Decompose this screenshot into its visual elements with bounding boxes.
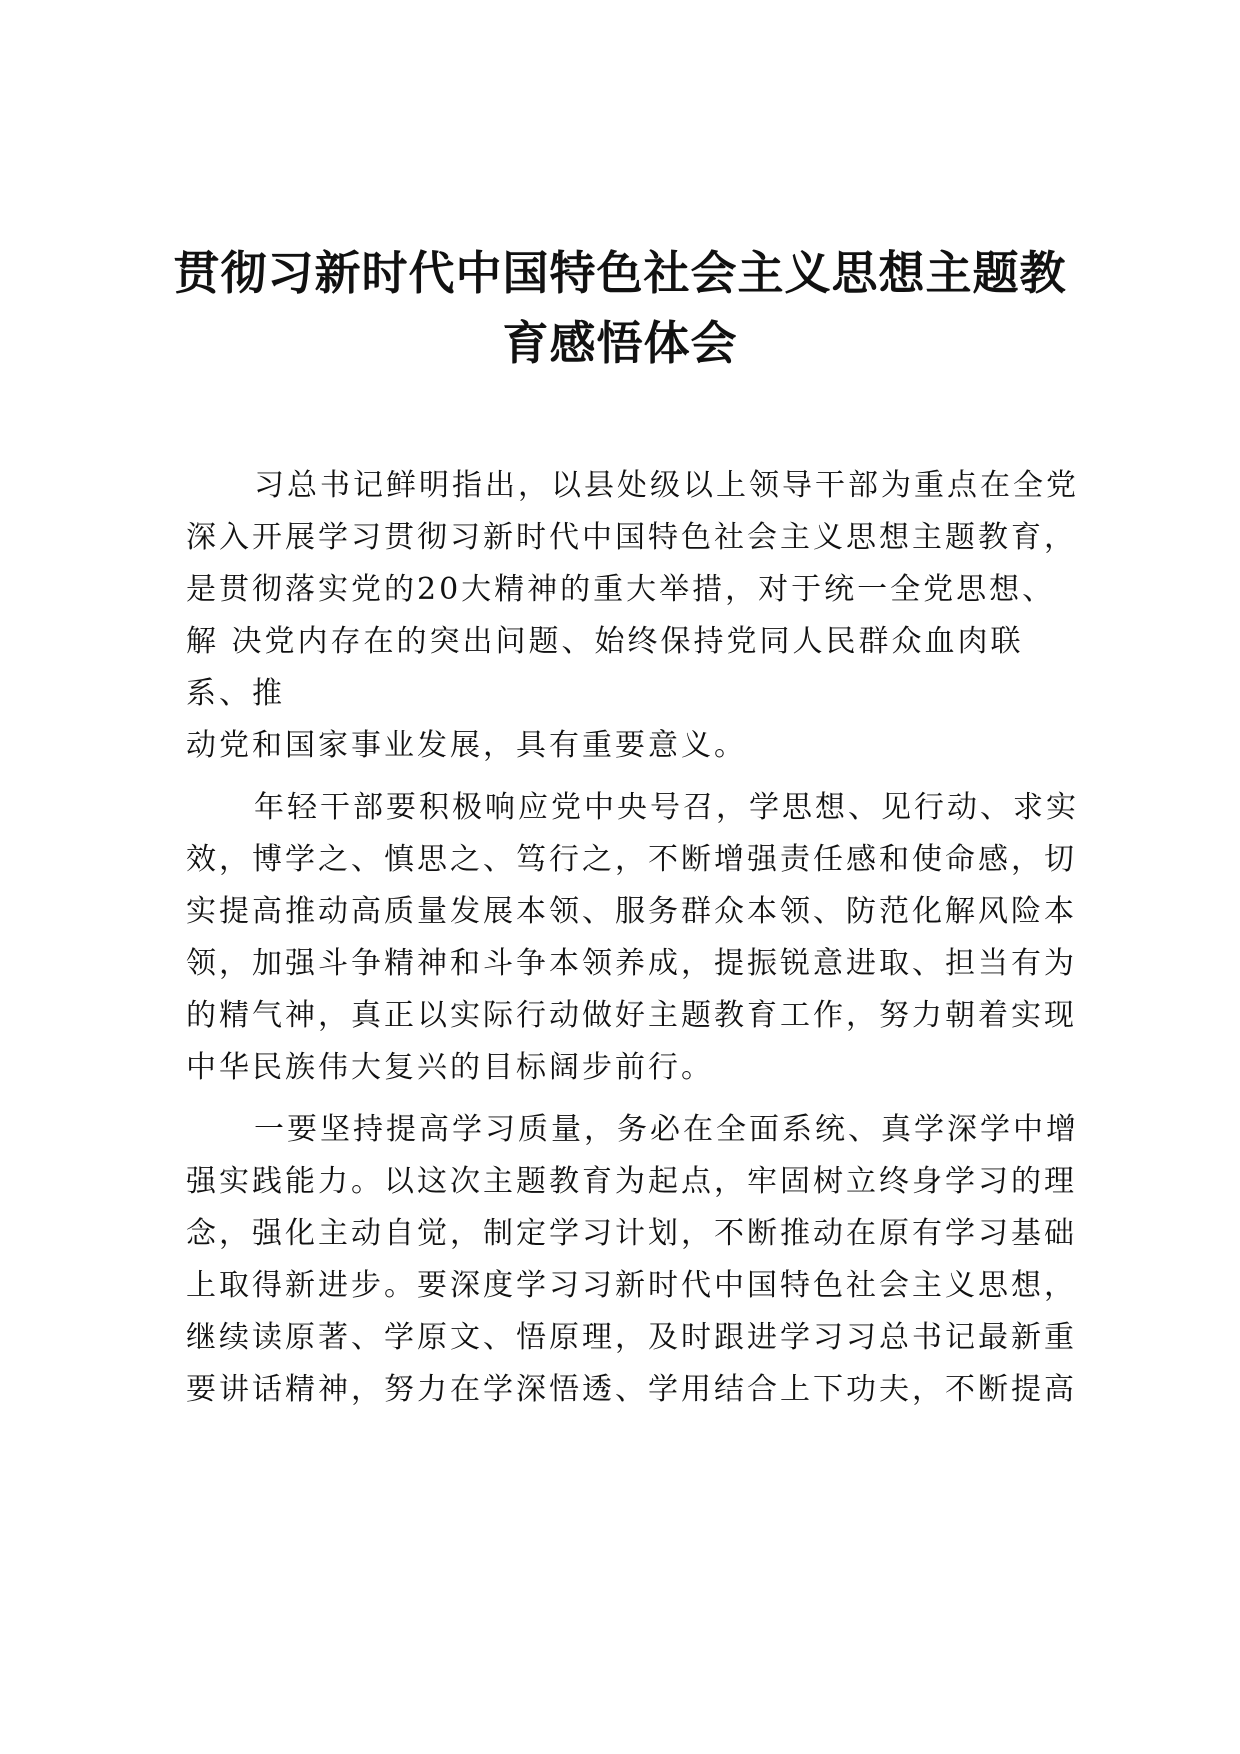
paragraph-line: 领，加强斗争精神和斗争本领养成，提振锐意进取、担当有为 [186,946,1077,981]
paragraph-line: 年轻干部要积极响应党中央号召，学思想、见行动、求实 [254,790,1079,825]
paragraph-line: 深入开展学习贯彻习新时代中国特色社会主义思想主题教育， [186,520,1077,555]
document-body [186,460,1079,1416]
paragraph-line: 念，强化主动自觉，制定学习计划，不断推动在原有学习基础 [186,1216,1077,1251]
document-title [170,238,1070,378]
title-line-1: 贯彻习新时代中国特色社会主义思想主题教 [173,246,1067,300]
paragraph-line: 强实践能力。以这次主题教育为起点，牢固树立终身学习的理 [186,1164,1077,1199]
paragraph-line: 一要坚持提高学习质量，务必在全面系统、真学深学中增 [254,1112,1079,1147]
paragraph-line: 系、推 [186,676,285,711]
paragraph-line: 的精气神，真正以实际行动做好主题教育工作，努力朝着实现 [186,998,1077,1033]
paragraph-line: 要讲话精神，努力在学深悟透、学用结合上下功夫，不断提高 [186,1372,1077,1407]
paragraph-line: 是贯彻落实党的20大精神的重大举措，对于统一全党思想、 [186,572,1056,607]
paragraph-line: 解 决党内存在的突出问题、始终保持党同人民群众血肉联 [186,624,1024,659]
paragraph-2 [186,782,1079,1094]
paragraph-gap [186,772,1066,782]
paragraph-line: 中华民族伟大复兴的目标阔步前行。 [186,1050,714,1085]
paragraph-line: 上取得新进步。要深度学习习新时代中国特色社会主义思想， [186,1268,1077,1303]
paragraph-3 [186,1104,1079,1416]
paragraph-line: 动党和国家事业发展，具有重要意义。 [186,728,747,763]
paragraph-line: 继续读原著、学原文、悟原理，及时跟进学习习总书记最新重 [186,1320,1077,1355]
title-line-2: 育感悟体会 [502,316,738,370]
paragraph-gap [186,1094,1066,1104]
paragraph-line: 实提高推动高质量发展本领、服务群众本领、防范化解风险本 [186,894,1077,929]
paragraph-1 [186,460,1079,772]
paragraph-line: 效，博学之、慎思之、笃行之，不断增强责任感和使命感，切 [186,842,1077,877]
paragraph-line: 习总书记鲜明指出，以县处级以上领导干部为重点在全党 [254,468,1079,503]
